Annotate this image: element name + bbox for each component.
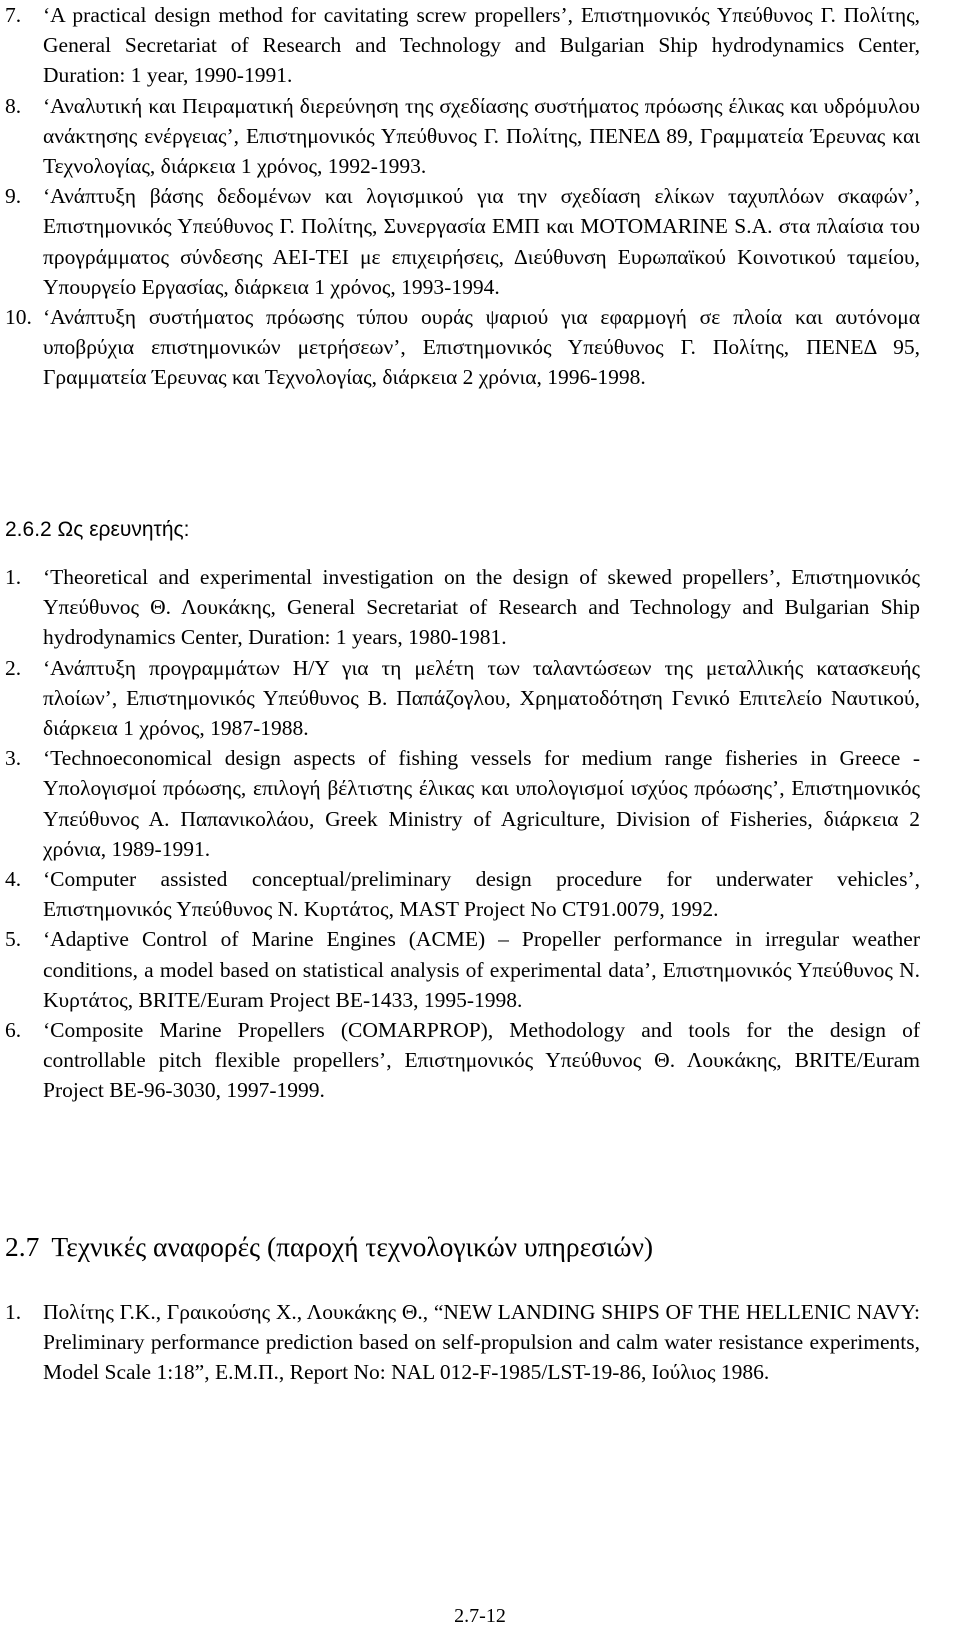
- list-item: [0, 864, 920, 924]
- list-item: [0, 924, 920, 1015]
- item-text: ‘Ανάπτυξη συστήματος πρόωσης τύπου ουράς ψαριού για εφαρμογή σε πλοία και αυτόνομα υποβρύχια επιστημονικών μετρήσεων’, Επιστημονικός Υπεύθυνος Γ. Πολίτης, ΠΕΝΕΔ 95, Γραμματεία Έρευνας και Τεχνολογίας, διάρκεια 2 χρόνια, 1996-1998.: [43, 305, 920, 390]
- item-number: 3.: [5, 746, 22, 771]
- project-list-researcher: [0, 562, 920, 1106]
- list-item: [0, 1015, 920, 1106]
- subsection-heading: 2.6.2 Ως ερευνητής:: [5, 518, 190, 541]
- item-number: 10.: [5, 305, 32, 330]
- page-number: 2.7-12: [454, 1605, 506, 1627]
- section-heading: [5, 1230, 653, 1264]
- list-item: [0, 302, 920, 393]
- item-text: ‘Technoeconomical design aspects of fishing vessels for medium range fisheries in Greece - Υπολογισμοί πρόωσης, επιλογή βέλτιστης έλικας και υπολογισμοί ισχύος πρόωσης’, Επιστημονικός Υπεύθυνος Α. Παπανικολάου, Greek Ministry of Agriculture, Division of Fisheries, διάρκεια 2 χρόνια, 1989-1991.: [43, 746, 920, 861]
- item-number: 6.: [5, 1018, 22, 1043]
- section-title: Τεχνικές αναφορές (παροχή τεχνολογικών υπηρεσιών): [51, 1231, 654, 1262]
- item-number: 2.: [5, 655, 22, 680]
- item-text: ‘Theoretical and experimental investigation on the design of skewed propellers’, Επιστημονικός Υπεύθυνος Θ. Λουκάκης, General Secretariat of Research and Technology and Bulgarian Ship hydrodynamics Center, Duration: 1 years, 1980-1981.: [43, 565, 920, 650]
- item-text: ‘Composite Marine Propellers (COMARPROP), Methodology and tools for the design of controllable pitch flexible propellers’, Επιστημονικός Υπεύθυνος Θ. Λουκάκης, BRITE/Euram Project BE-96-3030, 1997-1999.: [43, 1018, 920, 1103]
- list-item: [0, 91, 920, 182]
- list-item: [0, 1297, 920, 1388]
- item-number: 5.: [5, 927, 22, 952]
- item-number: 1.: [5, 1300, 22, 1324]
- item-text: ‘Adaptive Control of Marine Engines (ACME) – Propeller performance in irregular weather conditions, a model based on statistical analysis of experimental data’, Επιστημονικός Υπεύθυνος Ν. Κυρτάτος, BRITE/Euram Project BE-1433, 1995-1998.: [43, 927, 920, 1012]
- technical-reports-list: [0, 1297, 920, 1388]
- item-number: 8.: [5, 93, 22, 118]
- list-item: [0, 743, 920, 864]
- list-item: [0, 181, 920, 302]
- list-item: [0, 0, 920, 91]
- item-text: ‘Computer assisted conceptual/preliminary design procedure for underwater vehicles’, Επιστημονικός Υπεύθυνος Ν. Κυρτάτος, MAST Project No CT91.0079, 1992.: [43, 867, 920, 922]
- section-number: 2.7: [5, 1231, 40, 1262]
- list-item: [0, 562, 920, 653]
- list-item: [0, 653, 920, 744]
- item-text: ‘Ανάπτυξη προγραμμάτων Η/Υ για τη μελέτη των ταλαντώσεων της μεταλλικής κατασκευής πλοίων’, Επιστημονικός Υπεύθυνος Β. Παπάζογλου, Χρηματοδότηση Γενικό Επιτελείο Ναυτικού, διάρκεια 1 χρόνος, 1987-1988.: [43, 655, 920, 741]
- item-text: Πολίτης Γ.Κ., Γραικούσης Χ., Λουκάκης Θ., “NEW LANDING SHIPS OF THE HELLENIC NAVY: Preliminary performance prediction based on self-propulsion and calm water resistance experiments, Model Scale 1:18”, Ε.Μ.Π., Report No: NAL 012-F-1985/LST-19-86, Ιούλιος 1986.: [43, 1300, 920, 1385]
- item-number: 9.: [5, 184, 22, 209]
- item-number: 4.: [5, 867, 22, 892]
- item-number: 7.: [5, 3, 22, 27]
- item-number: 1.: [5, 565, 22, 589]
- item-text: ‘Ανάπτυξη βάσης δεδομένων και λογισμικού για την σχεδίαση ελίκων ταχυπλόων σκαφών’, Επιστημονικός Υπεύθυνος Γ. Πολίτης, Συνεργασία ΕΜΠ και MOTOMARINE S.A. στα πλαίσια του προγράμματος σύνδεσης ΑΕΙ-ΤΕΙ με επιχειρήσεις, Διεύθυνση Ευρωπαϊκού Κοινοτικού ταμείου, Υπουργείο Εργασίας, διάρκεια 1 χρόνος, 1993-1994.: [43, 184, 920, 299]
- project-list-leader: [0, 0, 920, 393]
- item-text: ‘Αναλυτική και Πειραματική διερεύνηση της σχεδίασης συστήματος πρόωσης έλικας και υδρόμυλου ανάκτησης ενέργειας’, Επιστημονικός Υπεύθυνος Γ. Πολίτης, ΠΕΝΕΔ 89, Γραμματεία Έρευνας και Τεχνολογίας, διάρκεια 1 χρόνος, 1992-1993.: [43, 93, 920, 179]
- item-text: ‘A practical design method for cavitating screw propellers’, Επιστημονικός Υπεύθυνος Γ. Πολίτης, General Secretariat of Research and Technology and Bulgarian Ship hydrodynamics Center, Duration: 1 year, 1990-1991.: [43, 3, 920, 88]
